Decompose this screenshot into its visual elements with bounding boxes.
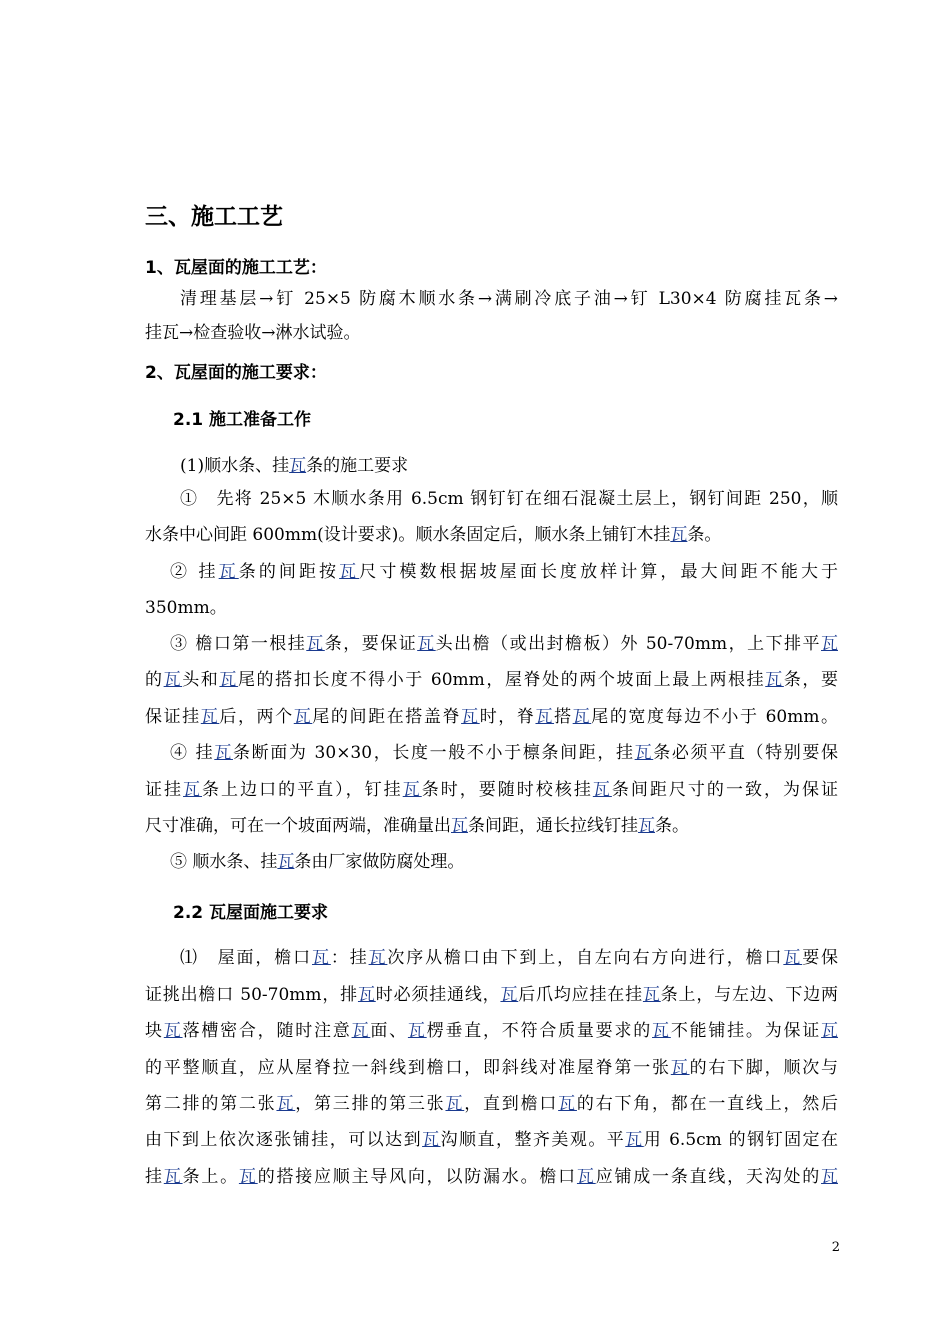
tile-link[interactable]: 瓦: [638, 816, 655, 836]
tile-link[interactable]: 瓦: [572, 707, 592, 727]
tile-link[interactable]: 瓦: [642, 985, 661, 1005]
tile-link[interactable]: 瓦: [293, 707, 313, 727]
text-line: ⑴ 屋面，檐口瓦：挂瓦次序从檐口由下到上，自左向右方向进行，檐口瓦要保: [180, 948, 838, 968]
text-line: ⑤ 顺水条、挂瓦条由厂家做防腐处理。: [170, 852, 465, 872]
text-line: ③ 檐口第一根挂瓦条，要保证瓦头出檐（或出封檐板）外 50-70mm，上下排平瓦: [170, 634, 838, 654]
tile-link[interactable]: 瓦: [163, 670, 183, 690]
text-line: 第二排的第二张瓦，第三排的第三张瓦，直到檐口瓦的右下角，都在一直线上，然后: [145, 1094, 838, 1114]
text-line: ② 挂瓦条的间距按瓦尺寸模数根据坡屋面长度放样计算，最大间距不能大于: [170, 562, 838, 582]
text-line: 块瓦落槽密合，随时注意瓦面、瓦楞垂直，不符合质量要求的瓦不能铺挂。为保证瓦: [145, 1021, 838, 1041]
tile-link[interactable]: 瓦: [422, 1130, 441, 1150]
subsection-heading-2: 2、瓦屋面的施工要求：: [145, 363, 327, 383]
tile-link[interactable]: 瓦: [500, 985, 519, 1005]
tile-link[interactable]: 瓦: [652, 1021, 671, 1041]
tile-link[interactable]: 瓦: [351, 1021, 371, 1041]
tile-link[interactable]: 瓦: [311, 948, 331, 968]
tile-link[interactable]: 瓦: [821, 1167, 838, 1187]
tile-link[interactable]: 瓦: [402, 780, 422, 800]
tile-link[interactable]: 瓦: [183, 780, 203, 800]
text-line: (1)顺水条、挂瓦条的施工要求: [180, 456, 409, 476]
text-line: 的瓦头和瓦尾的搭扣长度不得小于 60mm，屋脊处的两个坡面上最上两根挂瓦条，要: [145, 670, 838, 690]
tile-link[interactable]: 瓦: [445, 1094, 465, 1114]
text-line: 保证挂瓦后，两个瓦尾的间距在搭盖脊瓦时，脊瓦搭瓦尾的宽度每边不小于 60mm。: [145, 707, 838, 727]
tile-link[interactable]: 瓦: [670, 525, 688, 545]
tile-link[interactable]: 瓦: [339, 562, 360, 582]
tile-link[interactable]: 瓦: [357, 985, 376, 1005]
text-line: 水条中心间距 600mm(设计要求)。顺水条固定后，顺水条上铺钉木挂瓦条。: [145, 525, 722, 545]
tile-link[interactable]: 瓦: [461, 707, 480, 727]
tile-link[interactable]: 瓦: [558, 1094, 577, 1114]
tile-link[interactable]: 瓦: [407, 1021, 427, 1041]
section-title: 三、施工工艺: [145, 204, 283, 230]
text-line: 挂瓦条上。瓦的搭接应顺主导风向，以防漏水。檐口瓦应铺成一条直线，天沟处的瓦: [145, 1167, 838, 1187]
tile-link[interactable]: 瓦: [821, 634, 838, 654]
page-number: 2: [831, 1240, 840, 1255]
text-line: ④ 挂瓦条断面为 30×30，长度一般不小于檩条间距，挂瓦条必须平直（特别要保: [170, 743, 838, 763]
subsection-heading-1: 1、瓦屋面的施工工艺：: [145, 258, 327, 278]
text-line: 证挑出檐口 50-70mm，排瓦时必须挂通线，瓦后爪均应挂在挂瓦条上，与左边、下边两: [145, 985, 838, 1005]
tile-link[interactable]: 瓦: [670, 1058, 690, 1078]
tile-link[interactable]: 瓦: [218, 562, 239, 582]
heading-2-2: 2.2 瓦屋面施工要求: [173, 903, 329, 923]
text-line: ① 先将 25×5 木顺水条用 6.5cm 钢钉钉在细石混凝土层上，钢钉间距 250，顺: [180, 489, 838, 509]
tile-link[interactable]: 瓦: [276, 1094, 296, 1114]
tile-link[interactable]: 瓦: [451, 816, 468, 836]
text-line: 挂瓦→检查验收→淋水试验。: [145, 323, 361, 343]
text-line: 350mm。: [145, 598, 227, 618]
tile-link[interactable]: 瓦: [214, 743, 233, 763]
tile-link[interactable]: 瓦: [306, 634, 325, 654]
tile-link[interactable]: 瓦: [289, 456, 307, 476]
tile-link[interactable]: 瓦: [625, 1130, 644, 1150]
tile-link[interactable]: 瓦: [219, 670, 238, 690]
tile-link[interactable]: 瓦: [592, 780, 612, 800]
tile-link[interactable]: 瓦: [634, 743, 654, 763]
text-line: 清理基层→钉 25×5 防腐木顺水条→满刷冷底子油→钉 L30×4 防腐挂瓦条→: [180, 289, 838, 309]
tile-link[interactable]: 瓦: [163, 1167, 183, 1187]
tile-link[interactable]: 瓦: [238, 1167, 258, 1187]
tile-link[interactable]: 瓦: [200, 707, 220, 727]
tile-link[interactable]: 瓦: [535, 707, 555, 727]
tile-link[interactable]: 瓦: [368, 948, 388, 968]
tile-link[interactable]: 瓦: [277, 852, 295, 872]
text-line: 证挂瓦条上边口的平直），钉挂瓦条时，要随时校核挂瓦条间距尺寸的一致，为保证: [145, 780, 838, 800]
text-line: 的平整顺直，应从屋脊拉一斜线到檐口，即斜线对准屋脊第一张瓦的右下脚，顺次与: [145, 1058, 838, 1078]
tile-link[interactable]: 瓦: [765, 670, 784, 690]
tile-link[interactable]: 瓦: [417, 634, 436, 654]
heading-2-1: 2.1 施工准备工作: [173, 410, 312, 430]
tile-link[interactable]: 瓦: [783, 948, 803, 968]
text-line: 尺寸准确，可在一个坡面两端，准确量出瓦条间距，通长拉线钉挂瓦条。: [145, 816, 689, 836]
text-line: 由下到上依次逐张铺挂，可以达到瓦沟顺直，整齐美观。平瓦用 6.5cm 的钢钉固定在: [145, 1130, 838, 1150]
tile-link[interactable]: 瓦: [821, 1021, 838, 1041]
tile-link[interactable]: 瓦: [576, 1167, 596, 1187]
tile-link[interactable]: 瓦: [163, 1021, 183, 1041]
